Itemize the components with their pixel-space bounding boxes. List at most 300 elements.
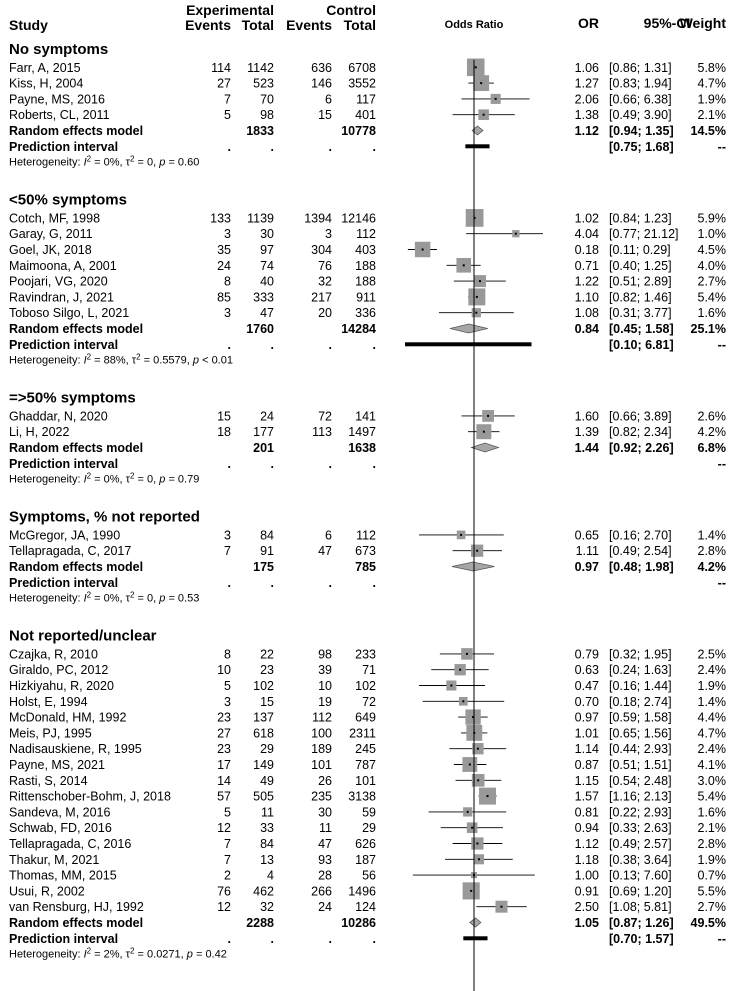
study-weight: 1.9% <box>697 92 726 107</box>
study-point <box>487 415 489 417</box>
study-ci: [0.33; 2.63] <box>609 821 672 836</box>
exp-total: 97 <box>260 243 274 257</box>
study-or: 1.06 <box>574 60 599 75</box>
model-ci: [0.45; 1.58] <box>609 322 674 336</box>
study-weight: 4.1% <box>697 758 726 772</box>
subgroup-title: Symptoms, % not reported <box>9 508 200 526</box>
ctrl-events: 100 <box>311 726 332 741</box>
study-weight: 5.8% <box>697 60 726 75</box>
ctrl-total: 911 <box>356 290 376 305</box>
ctrl-events: 76 <box>318 258 332 273</box>
exp-events: 27 <box>217 76 231 91</box>
ctrl-total: 29 <box>362 821 376 836</box>
placeholder-dot: . <box>372 337 376 352</box>
study-ci: [0.83; 1.94] <box>609 76 672 91</box>
exp-events: 57 <box>217 789 231 804</box>
study-weight: 4.2% <box>697 425 726 440</box>
study-point <box>483 431 485 433</box>
exp-total: 23 <box>260 663 274 678</box>
ctrl-total: 56 <box>362 868 376 883</box>
exp-events: 12 <box>217 821 231 836</box>
study-or: 0.70 <box>574 694 599 709</box>
study-point <box>469 764 471 766</box>
study-weight: 4.7% <box>697 76 726 91</box>
study-or: 0.91 <box>574 884 599 899</box>
study-ci: [0.31; 3.77] <box>609 306 672 321</box>
ctrl-events: 112 <box>312 710 332 725</box>
study-weight: 5.4% <box>697 290 726 305</box>
placeholder-dot: . <box>328 575 332 590</box>
exp-events: 35 <box>217 243 231 257</box>
ctrl-total: 59 <box>362 805 376 820</box>
study-ci: [0.18; 2.74] <box>609 694 672 709</box>
ctrl-events: 11 <box>319 821 332 836</box>
ctrl-events: 39 <box>318 663 332 678</box>
model-exp-total: 201 <box>253 441 274 455</box>
study-or: 1.57 <box>574 789 599 804</box>
placeholder-dot: . <box>328 337 332 352</box>
study-weight: 2.8% <box>697 837 726 851</box>
study-or: 0.81 <box>574 805 599 820</box>
study-or: 1.18 <box>574 852 599 867</box>
model-weight: 14.5% <box>690 124 726 138</box>
header-control: Control <box>326 2 376 18</box>
study-ci: [0.11; 0.29] <box>609 243 671 257</box>
model-ctrl-total: 14284 <box>341 322 376 336</box>
study-ci: [0.13; 7.60] <box>609 868 672 883</box>
exp-total: 149 <box>253 758 274 772</box>
study-or: 1.39 <box>574 425 599 440</box>
exp-events: 85 <box>217 290 231 305</box>
exp-events: 3 <box>224 694 231 709</box>
study-weight: 1.9% <box>697 852 726 867</box>
model-ci: [0.87; 1.26] <box>609 916 674 930</box>
study-name: Payne, MS, 2021 <box>9 758 105 772</box>
ctrl-events: 1394 <box>304 211 332 226</box>
ctrl-total: 71 <box>362 663 376 678</box>
placeholder-dot: . <box>270 337 274 352</box>
ctrl-total: 141 <box>355 409 376 424</box>
study-name: Ghaddar, N, 2020 <box>9 409 108 424</box>
ctrl-events: 101 <box>311 758 332 772</box>
study-point <box>471 827 473 829</box>
header-study: Study <box>9 17 48 33</box>
ctrl-events: 28 <box>318 868 332 883</box>
exp-events: 5 <box>224 108 231 123</box>
header-exp-total: Total <box>241 17 274 33</box>
model-label: Random effects model <box>9 322 144 336</box>
model-ci: [0.48; 1.98] <box>609 560 674 574</box>
placeholder-dot: . <box>372 931 376 946</box>
study-ci: [0.22; 2.93] <box>609 805 672 820</box>
study-ci: [0.16; 1.44] <box>609 679 672 693</box>
study-point <box>475 66 477 68</box>
study-or: 0.94 <box>574 821 599 836</box>
exp-events: 7 <box>224 544 231 559</box>
placeholder-dot: . <box>270 139 274 154</box>
study-weight: 2.7% <box>697 274 726 289</box>
study-name: McGregor, JA, 1990 <box>9 528 121 543</box>
subgroup-title: <50% symptoms <box>9 191 127 209</box>
study-or: 0.87 <box>574 758 599 772</box>
study-point <box>487 795 489 797</box>
ctrl-total: 649 <box>355 710 376 725</box>
study-point <box>483 114 485 116</box>
study-name: Usui, R, 2002 <box>9 884 85 899</box>
study-name: Czajka, R, 2010 <box>9 647 98 662</box>
exp-total: 49 <box>260 773 274 788</box>
study-weight: 2.7% <box>697 900 726 915</box>
study-weight: 5.9% <box>697 211 726 226</box>
study-weight: 1.6% <box>697 306 726 321</box>
study-point <box>477 779 479 781</box>
header-weight: Weight <box>679 15 726 31</box>
model-exp-total: 1760 <box>246 322 274 336</box>
study-or: 1.27 <box>574 76 599 91</box>
study-name: Rittenschober-Bohm, J, 2018 <box>9 789 171 804</box>
study-name: Thakur, M, 2021 <box>9 852 100 867</box>
study-or: 0.47 <box>574 679 599 693</box>
ctrl-events: 146 <box>311 76 332 91</box>
study-name: Schwab, FD, 2016 <box>9 821 112 836</box>
exp-events: 76 <box>217 884 231 899</box>
study-or: 1.01 <box>574 726 599 741</box>
ctrl-events: 32 <box>318 274 332 289</box>
exp-total: 4 <box>267 868 274 883</box>
study-or: 0.18 <box>574 243 599 257</box>
study-ci: [0.49; 2.57] <box>609 837 672 851</box>
study-weight: 1.4% <box>697 694 726 709</box>
study-point <box>467 811 469 813</box>
study-point <box>495 98 497 100</box>
prediction-bar <box>463 936 487 940</box>
model-ctrl-total: 1638 <box>348 441 376 455</box>
placeholder-dot: . <box>328 931 332 946</box>
ctrl-events: 304 <box>311 243 332 257</box>
exp-total: 32 <box>260 900 274 915</box>
heterogeneity-text: Heterogeneity: $I^2 = 2\%$, $\tau^2 = 0.0271$, p = 0.42 <box>9 946 227 961</box>
placeholder-dot: . <box>372 575 376 590</box>
study-ci: [0.82; 1.46] <box>609 290 672 305</box>
study-weight: 2.6% <box>697 409 726 424</box>
exp-total: 1139 <box>247 211 274 226</box>
exp-total: 98 <box>260 108 274 123</box>
model-ci: [0.94; 1.35] <box>609 124 674 138</box>
ctrl-events: 636 <box>311 60 332 75</box>
study-ci: [0.66; 3.89] <box>609 409 672 424</box>
study-weight: 1.9% <box>697 679 726 693</box>
study-weight: 2.4% <box>697 742 726 757</box>
model-weight: 25.1% <box>690 322 726 336</box>
study-or: 1.11 <box>575 544 599 559</box>
study-ci: [0.54; 2.48] <box>609 773 672 788</box>
study-ci: [0.49; 2.54] <box>609 544 672 559</box>
ctrl-events: 6 <box>325 92 332 107</box>
prediction-weight: -- <box>717 337 726 352</box>
exp-total: 22 <box>260 647 274 662</box>
study-or: 0.71 <box>574 258 599 273</box>
study-or: 1.60 <box>574 409 599 424</box>
header-ci: 95%-CI <box>643 15 691 31</box>
study-or: 1.02 <box>574 211 599 226</box>
study-ci: [1.08; 5.81] <box>609 900 672 915</box>
prediction-weight: -- <box>717 931 726 946</box>
ctrl-events: 19 <box>318 694 332 709</box>
study-name: Thomas, MM, 2015 <box>9 868 117 883</box>
study-or: 1.38 <box>574 108 599 123</box>
prediction-label: Prediction interval <box>9 456 119 471</box>
study-weight: 4.5% <box>697 243 726 257</box>
subgroup-title: =>50% symptoms <box>9 389 136 407</box>
study-weight: 2.1% <box>697 108 726 123</box>
exp-total: 15 <box>260 694 274 709</box>
exp-total: 70 <box>260 92 274 107</box>
model-diamond <box>450 324 488 333</box>
model-weight: 49.5% <box>690 916 726 930</box>
ctrl-total: 2311 <box>349 726 376 741</box>
exp-events: 3 <box>224 528 231 543</box>
prediction-bar <box>405 342 531 346</box>
ctrl-total: 187 <box>355 852 376 867</box>
ctrl-events: 93 <box>318 852 332 867</box>
exp-total: 74 <box>260 258 274 273</box>
study-ci: [0.32; 1.95] <box>609 647 672 662</box>
prediction-label: Prediction interval <box>9 337 119 352</box>
study-ci: [0.77; 21.12] <box>609 227 679 242</box>
model-or: 1.12 <box>574 124 599 138</box>
study-weight: 4.4% <box>697 710 726 725</box>
model-exp-total: 175 <box>253 560 274 574</box>
ctrl-total: 787 <box>355 758 376 772</box>
study-weight: 1.4% <box>697 528 726 543</box>
model-diamond <box>452 562 494 571</box>
exp-total: 505 <box>253 789 274 804</box>
exp-events: 7 <box>224 852 231 867</box>
ctrl-events: 47 <box>318 544 332 559</box>
study-weight: 1.0% <box>697 227 726 242</box>
exp-events: 12 <box>217 900 231 915</box>
prediction-weight: -- <box>717 456 726 471</box>
exp-events: 18 <box>217 425 231 440</box>
exp-total: 30 <box>260 227 274 242</box>
exp-total: 24 <box>260 409 274 424</box>
ctrl-total: 124 <box>355 900 376 915</box>
study-ci: [0.84; 1.23] <box>609 211 672 226</box>
ctrl-total: 3138 <box>348 789 376 804</box>
ctrl-total: 6708 <box>348 60 376 75</box>
exp-total: 13 <box>260 852 274 867</box>
study-name: Tellapragada, C, 2016 <box>9 837 132 851</box>
exp-events: 3 <box>224 227 231 242</box>
ctrl-events: 47 <box>318 837 332 851</box>
study-point <box>463 264 465 266</box>
placeholder-dot: . <box>227 931 231 946</box>
ctrl-total: 673 <box>355 544 376 559</box>
ctrl-events: 30 <box>318 805 332 820</box>
study-point <box>466 653 468 655</box>
ctrl-events: 189 <box>311 742 332 757</box>
exp-events: 8 <box>224 647 231 662</box>
model-or: 1.05 <box>574 916 599 930</box>
ctrl-events: 3 <box>325 227 332 242</box>
prediction-ci: [0.70; 1.57] <box>609 931 674 946</box>
study-ci: [0.24; 1.63] <box>609 663 672 678</box>
model-label: Random effects model <box>9 124 144 138</box>
study-or: 1.14 <box>574 742 599 757</box>
placeholder-dot: . <box>227 337 231 352</box>
subgroup-title: No symptoms <box>9 41 109 58</box>
study-ci: [0.51; 1.51] <box>609 758 672 772</box>
model-diamond <box>470 918 481 927</box>
model-exp-total: 1833 <box>246 124 274 138</box>
study-or: 2.50 <box>574 900 599 915</box>
study-or: 1.10 <box>574 290 599 305</box>
ctrl-total: 72 <box>362 694 376 709</box>
exp-events: 7 <box>224 837 231 851</box>
ctrl-events: 10 <box>318 679 332 693</box>
ctrl-total: 188 <box>355 274 376 289</box>
study-or: 0.79 <box>574 647 599 662</box>
exp-total: 40 <box>260 274 274 289</box>
placeholder-dot: . <box>328 456 332 471</box>
axis-title: Odds Ratio <box>444 19 504 31</box>
prediction-bar <box>465 144 489 148</box>
ctrl-events: 26 <box>318 773 332 788</box>
study-name: Nadisauskiene, R, 1995 <box>9 742 142 757</box>
study-name: Maimoona, A, 2001 <box>9 258 117 273</box>
study-weight: 3.0% <box>697 773 726 788</box>
study-point <box>422 249 424 251</box>
ctrl-events: 266 <box>311 884 332 899</box>
exp-events: 14 <box>217 773 231 788</box>
study-name: van Rensburg, HJ, 1992 <box>9 900 144 915</box>
study-point <box>476 296 478 298</box>
heterogeneity-text: Heterogeneity: $I^2 = 0\%$, $\tau^2 = 0$, p = 0.60 <box>9 154 200 169</box>
ctrl-events: 113 <box>312 425 332 440</box>
ctrl-total: 245 <box>355 742 376 757</box>
ctrl-total: 112 <box>356 227 376 242</box>
prediction-label: Prediction interval <box>9 139 119 154</box>
exp-total: 47 <box>260 306 274 321</box>
study-or: 1.12 <box>574 837 599 851</box>
ctrl-total: 1496 <box>348 884 376 899</box>
study-name: Sandeva, M, 2016 <box>9 805 111 820</box>
study-name: Ravindran, J, 2021 <box>9 290 114 305</box>
header-ctrl-events: Events <box>286 17 332 33</box>
prediction-label: Prediction interval <box>9 931 119 946</box>
model-or: 1.44 <box>574 441 599 455</box>
exp-total: 91 <box>260 544 274 559</box>
exp-events: 7 <box>224 92 231 107</box>
study-ci: [0.69; 1.20] <box>609 884 672 899</box>
exp-events: 2 <box>224 868 231 883</box>
model-ctrl-total: 10286 <box>341 916 376 930</box>
study-weight: 0.7% <box>697 868 726 883</box>
ctrl-events: 217 <box>311 290 332 305</box>
exp-events: 10 <box>217 663 231 678</box>
prediction-label: Prediction interval <box>9 575 119 590</box>
placeholder-dot: . <box>328 139 332 154</box>
ctrl-events: 72 <box>318 409 332 424</box>
study-point <box>479 280 481 282</box>
ctrl-events: 6 <box>325 528 332 543</box>
exp-events: 5 <box>224 679 231 693</box>
study-weight: 4.0% <box>697 258 726 273</box>
study-name: Roberts, CL, 2011 <box>9 108 110 123</box>
prediction-ci: [0.10; 6.81] <box>609 337 674 352</box>
study-or: 0.63 <box>574 663 599 678</box>
ctrl-total: 626 <box>355 837 376 851</box>
ctrl-events: 24 <box>318 900 332 915</box>
exp-events: 24 <box>217 258 231 273</box>
ctrl-total: 336 <box>355 306 376 321</box>
header-or: OR <box>578 15 599 31</box>
exp-total: 618 <box>253 726 274 741</box>
study-name: McDonald, HM, 1992 <box>9 710 127 725</box>
model-ci: [0.92; 2.26] <box>609 441 674 455</box>
ctrl-total: 3552 <box>348 76 376 91</box>
placeholder-dot: . <box>227 575 231 590</box>
exp-events: 3 <box>224 306 231 321</box>
exp-total: 333 <box>253 290 274 305</box>
exp-total: 523 <box>253 76 274 91</box>
model-label: Random effects model <box>9 441 144 455</box>
ctrl-events: 20 <box>318 306 332 321</box>
ctrl-total: 101 <box>355 773 376 788</box>
study-weight: 2.1% <box>697 821 726 836</box>
exp-total: 462 <box>253 884 274 899</box>
exp-total: 84 <box>260 837 274 851</box>
exp-total: 11 <box>261 805 274 820</box>
heterogeneity-text: Heterogeneity: $I^2 = 0\%$, $\tau^2 = 0$, p = 0.53 <box>9 590 200 605</box>
study-name: Tellapragada, C, 2017 <box>9 544 132 559</box>
study-weight: 2.5% <box>697 647 726 662</box>
ctrl-total: 233 <box>355 647 376 662</box>
prediction-weight: -- <box>717 575 726 590</box>
placeholder-dot: . <box>270 575 274 590</box>
study-point <box>477 748 479 750</box>
study-ci: [0.44; 2.93] <box>609 742 672 757</box>
study-name: Goel, JK, 2018 <box>9 243 92 257</box>
study-or: 0.65 <box>574 528 599 543</box>
heterogeneity-text: Heterogeneity: $I^2 = 0\%$, $\tau^2 = 0$, p = 0.79 <box>9 471 200 486</box>
study-ci: [0.59; 1.58] <box>609 710 672 725</box>
ctrl-total: 1497 <box>348 425 376 440</box>
exp-total: 177 <box>253 425 274 440</box>
ctrl-total: 188 <box>355 258 376 273</box>
study-point <box>475 312 477 314</box>
study-point <box>460 534 462 536</box>
study-or: 1.00 <box>574 868 599 883</box>
placeholder-dot: . <box>227 139 231 154</box>
exp-events: 27 <box>217 726 231 741</box>
study-weight: 5.4% <box>697 789 726 804</box>
ctrl-total: 12146 <box>341 211 376 226</box>
study-name: Giraldo, PC, 2012 <box>9 663 109 678</box>
exp-total: 102 <box>253 679 274 693</box>
study-name: Li, H, 2022 <box>9 425 70 440</box>
placeholder-dot: . <box>372 456 376 471</box>
study-name: Garay, G, 2011 <box>9 227 93 242</box>
study-ci: [0.65; 1.56] <box>609 726 672 741</box>
exp-total: 84 <box>260 528 274 543</box>
study-or: 2.06 <box>574 92 599 107</box>
placeholder-dot: . <box>270 456 274 471</box>
study-name: Holst, E, 1994 <box>9 694 88 709</box>
ctrl-total: 112 <box>356 528 376 543</box>
model-ctrl-total: 785 <box>355 560 376 574</box>
study-weight: 1.6% <box>697 805 726 820</box>
